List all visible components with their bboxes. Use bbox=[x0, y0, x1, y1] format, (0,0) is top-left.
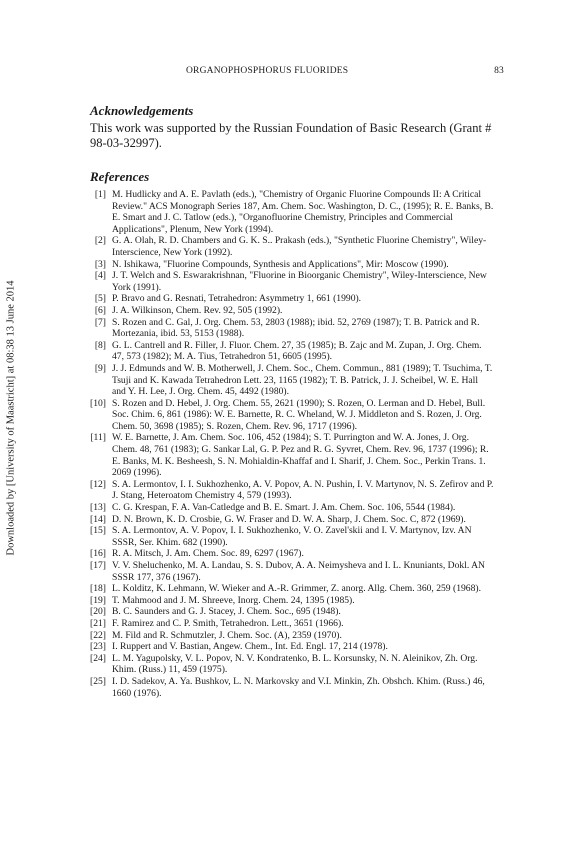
reference-item bbox=[90, 270, 494, 293]
reference-number: [5] bbox=[94, 293, 106, 305]
reference-item bbox=[90, 606, 494, 618]
reference-number: [12] bbox=[90, 478, 106, 490]
reference-text: V. V. Sheluchenko, M. A. Landau, S. S. Dubov, A. A. Neimysheva and I. L. Knuniants, Dokl. AN SSSR 177, 376 (1967). bbox=[112, 560, 485, 583]
page-number: 83 bbox=[494, 66, 504, 76]
download-stamp bbox=[4, 0, 18, 864]
reference-number: [18] bbox=[90, 583, 106, 595]
reference-item bbox=[90, 514, 494, 526]
reference-text: S. A. Lermontov, I. I. Sukhozhenko, A. V. Popov, A. N. Pushin, I. V. Martynov, N. S. Zefirov and P. J. Stang, Heteroatom Chemistry 4, 579 (1993). bbox=[112, 478, 494, 502]
reference-text: J. A. Wilkinson, Chem. Rev. 92, 505 (1992). bbox=[112, 304, 283, 316]
reference-item bbox=[90, 595, 494, 607]
reference-number: [24] bbox=[90, 652, 106, 664]
reference-number: [22] bbox=[90, 629, 106, 641]
reference-text: S. Rozen and C. Gal, J. Org. Chem. 53, 2803 (1988); ibid. 52, 2769 (1987); T. B. Patrick and R. Mortezania, ibid. 53, 5153 (1988). bbox=[112, 316, 480, 340]
reference-item bbox=[90, 398, 494, 433]
reference-item bbox=[90, 502, 494, 514]
reference-item bbox=[90, 317, 494, 340]
reference-text: T. Mahmood and J. M. Shreeve, Inorg. Chem. 24, 1395 (1985). bbox=[112, 594, 355, 606]
reference-number: [23] bbox=[90, 641, 106, 653]
reference-text: J. J. Edmunds and W. B. Motherwell, J. Chem. Soc., Chem. Commun., 881 (1989); T. Tsuchima, T. Tsuji and K. Kawada Tetrahedron Lett. 23, 1165 (1982); T. B. Patrick, J. J. Scheibel, W. E. Hall and Y. H. Lee, J. Org. Chem. 45, 4492 (1980). bbox=[112, 362, 493, 398]
reference-number: [3] bbox=[94, 258, 106, 270]
reference-number: [11] bbox=[90, 432, 106, 444]
reference-number: [14] bbox=[90, 513, 106, 525]
reference-number: [6] bbox=[94, 304, 106, 316]
references-heading: References bbox=[90, 169, 150, 184]
reference-item bbox=[90, 653, 494, 676]
reference-text: F. Ramirez and C. P. Smith, Tetrahedron. Lett., 3651 (1966). bbox=[112, 617, 344, 629]
reference-text: S. A. Lermontov, A. V. Popov, I. I. Sukhozhenko, V. O. Zavel'skii and I. V. Martynov, Izv. AN SSSR, Ser. Khim. 682 (1990). bbox=[112, 525, 472, 548]
reference-item bbox=[90, 618, 494, 630]
reference-item bbox=[90, 479, 494, 502]
page-body bbox=[90, 103, 494, 699]
reference-number: [17] bbox=[90, 560, 106, 571]
reference-text: R. A. Mitsch, J. Am. Chem. Soc. 89, 6297 (1967). bbox=[112, 548, 304, 560]
reference-text: L. Kolditz, K. Lehmann, W. Wieker and A.-R. Grimmer, Z. anorg. Allg. Chem. 360, 259 (1968). bbox=[112, 583, 481, 595]
reference-number: [2] bbox=[94, 235, 106, 247]
reference-item bbox=[90, 340, 494, 363]
reference-item bbox=[90, 560, 494, 583]
reference-text: W. E. Barnette, J. Am. Chem. Soc. 106, 452 (1984); S. T. Purrington and W. A. Jones, J. Org. Chem. 48, 761 (1983); G. Sankar Lal, G. P. Pez and R. G. Syvret, Chem. Rev. 96, 1737 (1996); R. E. Banks, M. K. Besheesh, S. N. Mohialdin-Khaffaf and I. Sharif, J. Chem. Soc., Perkin Trans. 1. 2069 (1996). bbox=[112, 432, 489, 479]
references-list bbox=[90, 189, 494, 699]
reference-text: S. Rozen and D. Hebel, J. Org. Chem. 55, 2621 (1990); S. Rozen, O. Lerman and D. Hebel, Bull. Soc. Chim. 6, 861 (1986): W. E. Barnette, R. C. Wheland, W. J. Middleton and S. Rozen, J. Org. Chem. 50, 3698 (1985); S. Rozen, Chem. Rev. 96, 1717 (1996). bbox=[112, 397, 486, 432]
reference-item bbox=[90, 630, 494, 642]
reference-number: [19] bbox=[90, 594, 106, 606]
reference-item bbox=[90, 363, 494, 398]
reference-text: G. L. Cantrell and R. Filler, J. Fluor. Chem. 27, 35 (1985); B. Zajc and M. Zupan, J. Org. Chem. 47, 573 (1982); M. A. Tius, Tetrahedron 51, 6605 (1995). bbox=[112, 339, 482, 363]
acknowledgements-text: This work was supported by the Russian Foundation of Basic Research (Grant # 98-03-32997). bbox=[90, 121, 492, 150]
reference-text: P. Bravo and G. Resnati, Tetrahedron: Asymmetry 1, 661 (1990). bbox=[112, 293, 362, 305]
reference-text: C. G. Krespan, F. A. Van-Catledge and B. E. Smart. J. Am. Chem. Soc. 106, 5544 (1984). bbox=[112, 502, 456, 514]
download-stamp-text: Downloaded by [University of Maastricht] at 08:38 13 June 2014 bbox=[5, 280, 17, 556]
reference-item bbox=[90, 432, 494, 478]
reference-item bbox=[90, 525, 494, 548]
reference-text: J. T. Welch and S. Eswarakrishnan, "Fluorine in Bioorganic Chemistry", Wiley-Interscience, New York (1991). bbox=[112, 270, 487, 293]
acknowledgements-heading: Acknowledgements bbox=[90, 103, 194, 118]
reference-number: [25] bbox=[90, 675, 106, 687]
reference-text: I. Ruppert and V. Bastian, Angew. Chem., Int. Ed. Engl. 17, 214 (1978). bbox=[112, 641, 388, 653]
reference-item bbox=[90, 583, 494, 595]
reference-number: [21] bbox=[90, 617, 106, 629]
reference-text: M. Hudlicky and A. E. Pavlath (eds.), "Chemistry of Organic Fluorine Compounds II: A Critical Review." ACS Monograph Series 187, Am. Chem. Soc. Washington, D. C., (1995); R. E. Banks, B. E. Smart and J. C. Tatlow (eds.), "Organofluorine Chemistry, Principles and Commercial Applications", Plenum, New York (1994). bbox=[112, 189, 494, 235]
reference-item bbox=[90, 641, 494, 653]
reference-number: [13] bbox=[90, 502, 106, 514]
reference-item bbox=[90, 548, 494, 560]
reference-text: I. D. Sadekov, A. Ya. Bushkov, L. N. Markovsky and V.I. Minkin, Zh. Obshch. Khim. (Russ.) 46, 1660 (1976). bbox=[112, 675, 485, 699]
reference-text: B. C. Saunders and G. J. Stacey, J. Chem. Soc., 695 (1948). bbox=[112, 606, 341, 618]
reference-number: [15] bbox=[90, 525, 106, 537]
reference-number: [4] bbox=[94, 270, 106, 282]
reference-text: D. N. Brown, K. D. Crosbie, G. W. Fraser and D. W. A. Sharp, J. Chem. Soc. C, 872 (1969). bbox=[112, 513, 466, 525]
reference-text: M. Fild and R. Schmutzler, J. Chem. Soc. (A), 2359 (1970). bbox=[112, 629, 342, 641]
reference-item bbox=[90, 305, 494, 317]
reference-number: [10] bbox=[90, 397, 106, 409]
reference-number: [1] bbox=[94, 189, 106, 200]
reference-number: [8] bbox=[94, 339, 106, 351]
reference-text: G. A. Olah, R. D. Chambers and G. K. S.. Prakash (eds.), "Synthetic Fluorine Chemistry", Wiley-Interscience, New York (1992). bbox=[112, 235, 487, 258]
reference-number: [9] bbox=[94, 362, 106, 374]
reference-item bbox=[90, 259, 494, 271]
reference-item bbox=[90, 189, 494, 235]
running-title: ORGANOPHOSPHORUS FLUORIDES bbox=[186, 66, 349, 76]
reference-item bbox=[90, 293, 494, 305]
reference-number: [20] bbox=[90, 606, 106, 618]
reference-item bbox=[90, 676, 494, 699]
reference-text: L. M. Yagupolsky, V. L. Popov, N. V. Kondratenko, B. L. Korsunsky, N. N. Aleinikov, Zh. Org. Khim. (Russ.) 11, 459 (1975). bbox=[112, 652, 478, 676]
reference-item bbox=[90, 235, 494, 258]
reference-text: N. Ishikawa, "Fluorine Compounds, Synthesis and Applications", Mir: Moscow (1990). bbox=[112, 258, 449, 270]
reference-number: [16] bbox=[90, 548, 106, 560]
reference-number: [7] bbox=[94, 316, 106, 328]
